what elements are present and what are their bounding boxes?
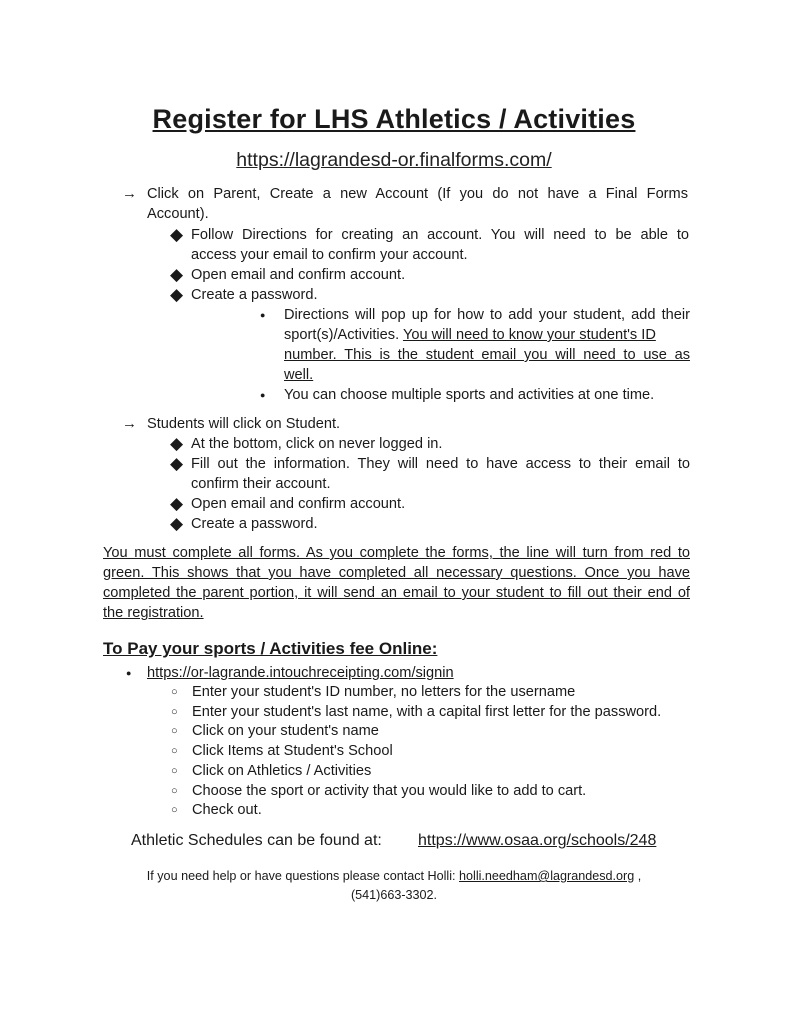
parent-substep-directions-cont (284, 325, 690, 345)
id-requirement-end: well. (284, 367, 314, 383)
pay-step: Check out. (192, 802, 262, 818)
pay-step: Enter your student's last name, with a capital first letter for the password. (192, 704, 662, 720)
diamond-bullet-icon: ◆ (170, 434, 184, 453)
bullet-icon: ● (126, 668, 132, 678)
arrow-right-icon: → (122, 185, 137, 202)
directions-text: sport(s)/Activities. (284, 327, 403, 343)
circle-bullet-icon: ○ (171, 686, 178, 698)
contact-email-link[interactable]: holli.needham@lagrandesd.org (459, 869, 635, 883)
circle-bullet-icon: ○ (171, 785, 178, 797)
pay-step: Enter your student's ID number, no letters for the username (192, 684, 576, 700)
contact-line (0, 867, 788, 886)
notice-line: the registration. (103, 605, 204, 621)
id-requirement-text: You will need to know your student's ID (402, 327, 656, 343)
student-step-open-email: Open email and confirm account. (191, 496, 406, 512)
circle-bullet-icon: ○ (171, 725, 178, 737)
payment-link[interactable]: https://or-lagrande.intouchreceipting.com/signin (147, 665, 454, 681)
bullet-icon: ● (260, 310, 266, 320)
parent-step-open-email: Open email and confirm account. (191, 267, 406, 283)
pay-step: Click on your student's name (192, 723, 379, 739)
pay-step: Click on Athletics / Activities (192, 763, 372, 779)
notice-line: You must complete all forms. As you complete the forms, the line will turn from red to (103, 545, 690, 561)
finalforms-link[interactable]: https://lagrandesd-or.finalforms.com/ (236, 149, 552, 171)
student-step-password: Create a password. (191, 516, 318, 532)
parent-step-password: Create a password. (191, 287, 318, 303)
schedules-label: Athletic Schedules can be found at: (131, 832, 382, 849)
notice-line: completed the parent portion, it will send an email to your student to fill out their end of (103, 585, 690, 601)
pay-step: Click Items at Student's School (192, 743, 393, 759)
parent-substep-multiple: You can choose multiple sports and activities at one time. (284, 387, 655, 403)
id-requirement-cont: number. This is the student email you will need to use as (284, 347, 690, 363)
parent-substep-directions: Directions will pop up for how to add your student, add their (284, 307, 690, 323)
parent-intro-cont: Account). (147, 206, 209, 222)
circle-bullet-icon: ○ (171, 765, 178, 777)
diamond-bullet-icon: ◆ (170, 454, 184, 473)
bullet-icon: ● (260, 390, 266, 400)
parent-step-follow: Follow Directions for creating an account. You will need to be able to (191, 227, 689, 243)
student-step-fill-cont: confirm their account. (191, 476, 331, 492)
contact-separator: , (634, 869, 642, 883)
circle-bullet-icon: ○ (171, 804, 178, 816)
contact-text: If you need help or have questions please contact Holli: (146, 869, 460, 883)
parent-step-follow-cont: access your email to confirm your account. (191, 247, 468, 263)
diamond-bullet-icon: ◆ (170, 285, 184, 304)
diamond-bullet-icon: ◆ (170, 265, 184, 284)
diamond-bullet-icon: ◆ (170, 514, 184, 533)
schedules-link[interactable]: https://www.osaa.org/schools/248 (418, 832, 657, 849)
diamond-bullet-icon: ◆ (170, 225, 184, 244)
circle-bullet-icon: ○ (171, 745, 178, 757)
notice-line: green. This shows that you have completed all necessary questions. Once you have (103, 565, 690, 581)
arrow-right-icon: → (122, 415, 137, 432)
pay-step: Choose the sport or activity that you would like to add to cart. (192, 783, 587, 799)
student-step-fill: Fill out the information. They will need to have access to their email to (191, 456, 690, 472)
pay-section-title: To Pay your sports / Activities fee Online: (103, 639, 438, 658)
page-title: Register for LHS Athletics / Activities (152, 104, 636, 134)
contact-phone: (541)663-3302. (350, 888, 438, 902)
student-step-bottom: At the bottom, click on never logged in. (191, 436, 443, 452)
parent-intro: Click on Parent, Create a new Account (If you do not have a Final Forms (147, 186, 688, 202)
diamond-bullet-icon: ◆ (170, 494, 184, 513)
student-intro: Students will click on Student. (147, 416, 341, 432)
circle-bullet-icon: ○ (171, 706, 178, 718)
